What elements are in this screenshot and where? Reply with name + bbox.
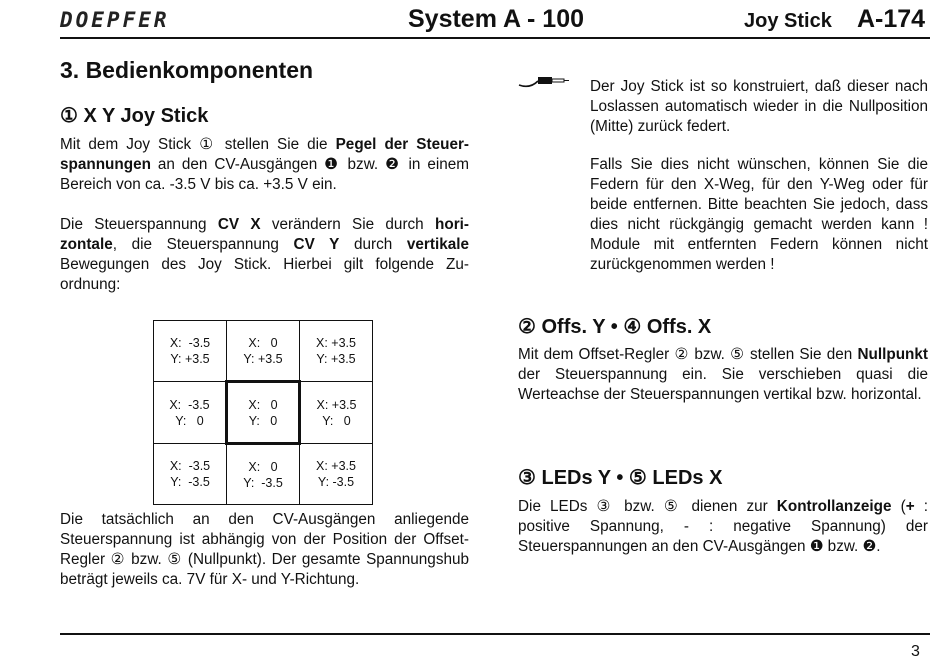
cell-y-value: Y: -3.5 — [170, 475, 210, 489]
cell-x-value: X: 0 — [248, 459, 278, 474]
text-run: Die LEDs ③ bzw. ⑤ dienen zur — [518, 498, 777, 515]
cell-y-value: Y: +3.5 — [170, 352, 210, 366]
text-run: Falls Sie dies nicht wünschen, können Sie die Federn für den X-Weg, für den Y-Weg oder für beide entfernen. Bitte beachten Sie jedoch, dass dies nicht rückgängig gemacht werden kann ! Module mit entfernten Federn können nicht zurückgenommen werden ! — [590, 156, 928, 273]
text-run: ( — [891, 498, 906, 515]
cell-x-value: X: +3.5 — [316, 336, 356, 350]
cv-assignment-table — [153, 320, 373, 505]
text-run: Bewegungen des Joy Stick. Hierbei gilt folgende Zu-ordnung: — [60, 256, 469, 293]
joystick-heading: ① X Y Joy Stick — [60, 105, 209, 127]
bold-text-run: CV Y — [293, 236, 340, 253]
text-run: Mit dem Offset-Regler ② bzw. ⑤ stellen Sie den — [518, 346, 858, 363]
module-name: Joy Stick — [744, 10, 832, 32]
cell-x-value: X: +3.5 — [316, 459, 356, 473]
plug-icon — [518, 72, 570, 98]
text-run: Die tatsächlich an den CV-Ausgängen anliegende Steuerspannung ist abhängig von der Position der Offset-Regler ② bzw. ⑤ (Nullpunkt). Der gesamte Spannungshub beträgt jeweils ca. 7V für X- und Y-Richtung. — [60, 511, 469, 588]
text-run: der Steuerspannung ein. Sie verschieben quasi die Werteachse der Steuerspannungen vertikal bzw. horizontal. — [518, 366, 928, 403]
cell-y-value: Y: +3.5 — [316, 352, 356, 366]
header-divider — [60, 37, 930, 39]
bold-text-run: + — [905, 498, 915, 515]
bold-text-run: vertikale — [406, 236, 469, 253]
cell-x-value: X: -3.5 — [169, 397, 210, 412]
bold-text-run: hori-zontale — [60, 216, 469, 253]
table-cell — [154, 321, 227, 382]
text-run: , die Steuerspannung — [112, 236, 294, 253]
text-run: Mit dem Joy Stick ① stellen Sie die — [60, 136, 336, 153]
brand-logo: DOEPFER — [60, 8, 170, 32]
text-run: : positive Spannung, - : negative Spannung) der Steuerspannungen an den CV-Ausgängen ❶ bzw. ❷. — [518, 498, 928, 555]
note-paragraph-2 — [590, 155, 928, 275]
table-cell — [154, 382, 227, 444]
leds-heading: ③ LEDs Y • ⑤ LEDs X — [518, 467, 723, 489]
cell-y-value: Y: +3.5 — [243, 351, 283, 366]
cell-y-value: Y: 0 — [248, 413, 278, 428]
table-row — [154, 382, 373, 444]
text-run: verändern Sie durch — [260, 216, 435, 233]
text-run: an den CV-Ausgängen ❶ bzw. ❷ in einem Bereich von ca. -3.5 V bis ca. +3.5 V ein. — [60, 156, 469, 193]
footer-divider — [60, 633, 930, 635]
text-run: durch — [339, 236, 407, 253]
table-cell — [227, 321, 300, 382]
bold-text-run: CV X — [217, 216, 261, 233]
joystick-paragraph-1 — [60, 135, 469, 195]
offset-paragraph — [518, 345, 928, 405]
note-paragraph-1 — [590, 77, 928, 137]
cell-y-value: Y: -3.5 — [317, 475, 355, 489]
bold-text-run: Nullpunkt — [857, 346, 928, 363]
table-cell — [300, 444, 373, 505]
leds-paragraph — [518, 497, 928, 557]
cell-y-value: Y: 0 — [175, 413, 204, 428]
bold-text-run: Kontrollanzeige — [776, 498, 892, 515]
table-cell — [300, 321, 373, 382]
cell-x-value: X: -3.5 — [169, 459, 211, 473]
cell-x-value: X: 0 — [248, 397, 278, 412]
text-run: Die Steuerspannung — [60, 216, 218, 233]
offset-heading: ② Offs. Y • ④ Offs. X — [518, 316, 712, 338]
page-number: 3 — [911, 643, 920, 660]
joystick-paragraph-2 — [60, 215, 469, 295]
cell-y-value: Y: -3.5 — [243, 475, 283, 490]
table-row — [154, 444, 373, 505]
table-cell — [154, 444, 227, 505]
module-number: A-174 — [857, 5, 926, 33]
text-run: Der Joy Stick ist so konstruiert, daß dieser nach Loslassen automatisch wieder in die Nullposition (Mitte) zurück federt. — [590, 78, 928, 135]
cell-y-value: Y: 0 — [322, 413, 351, 428]
cell-x-value: X: +3.5 — [316, 397, 357, 412]
system-title: System A - 100 — [408, 5, 585, 33]
table-row — [154, 321, 373, 382]
table-cell — [300, 382, 373, 444]
joystick-paragraph-3 — [60, 510, 469, 590]
section-title: 3. Bedienkomponenten — [60, 57, 314, 83]
table-cell — [227, 444, 300, 505]
cell-x-value: X: -3.5 — [169, 336, 211, 350]
bold-text-run: Pegel der Steuer-spannungen — [60, 136, 469, 173]
table-cell — [227, 382, 300, 444]
cell-x-value: X: 0 — [248, 335, 278, 350]
